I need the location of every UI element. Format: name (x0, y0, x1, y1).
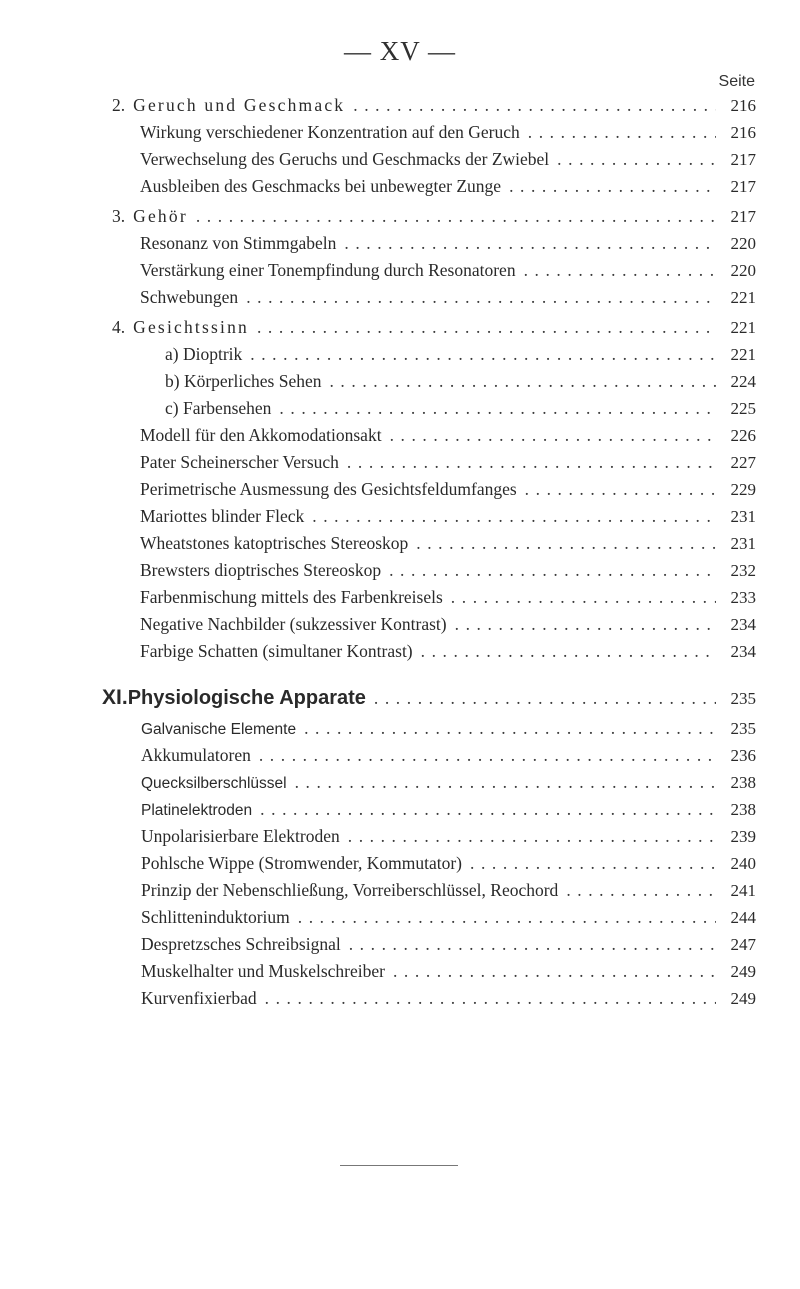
toc-entry[interactable] (140, 506, 756, 532)
toc-entry[interactable] (141, 934, 756, 960)
dot-leader (389, 560, 716, 581)
toc-entry[interactable] (140, 641, 756, 667)
toc-entry[interactable] (141, 745, 756, 771)
entry-label: b) Körperliches Sehen (165, 371, 322, 391)
dot-leader (353, 95, 716, 116)
dot-leader (470, 853, 716, 874)
dot-leader (312, 506, 716, 527)
page-number: 229 (730, 480, 756, 499)
dot-leader (390, 425, 716, 446)
page-number: 236 (730, 746, 756, 765)
page-number: 216 (730, 123, 756, 142)
toc-entry[interactable] (140, 533, 756, 559)
page-number: 221 (730, 345, 756, 364)
entry-label: Schlitteninduktorium (141, 907, 290, 927)
toc-entry[interactable] (140, 149, 756, 175)
dot-leader (257, 317, 716, 338)
page-number: 231 (730, 507, 756, 526)
page-number: 241 (730, 881, 756, 900)
seite-column-label: Seite (718, 73, 755, 90)
dot-leader (455, 614, 716, 635)
dot-leader (348, 826, 716, 847)
page-number: 238 (730, 800, 756, 819)
entry-label: Quecksilberschlüssel (141, 775, 287, 792)
entry-label: Brewsters dioptrisches Stereoskop (140, 560, 382, 580)
dot-leader (279, 398, 716, 419)
dot-leader (525, 479, 716, 500)
entry-label: Wheatstones katoptrisches Stereoskop (140, 533, 409, 553)
page-number: 247 (730, 935, 756, 954)
dot-leader (295, 772, 716, 793)
page-number: 225 (730, 399, 756, 418)
dot-leader (528, 122, 716, 143)
toc-entry[interactable] (140, 425, 756, 451)
entry-label: Muskelhalter und Muskelschreiber (141, 961, 385, 981)
dot-leader (246, 287, 716, 308)
dot-leader (524, 260, 716, 281)
toc-entry[interactable] (141, 961, 756, 987)
entry-label: c) Farbensehen (165, 398, 272, 418)
toc-section-apparate[interactable] (102, 686, 756, 716)
page-number: 249 (730, 962, 756, 981)
toc-entry[interactable] (140, 587, 756, 613)
entry-label: Prinzip der Nebenschließung, Vorreiberschlüssel, Reochord (141, 880, 559, 900)
dot-leader (196, 206, 716, 227)
entry-label: Despretzsches Schreibsignal (141, 934, 341, 954)
entry-label: Pater Scheinerscher Versuch (140, 452, 339, 472)
entry-label: Verstärkung einer Tonempfindung durch Resonatoren (140, 260, 516, 280)
entry-label: Perimetrische Ausmessung des Gesichtsfeldumfanges (140, 479, 517, 499)
heading-title: Gehör (133, 206, 188, 226)
toc-subentry[interactable] (165, 371, 756, 397)
entry-label: Resonanz von Stimmgabeln (140, 233, 337, 253)
toc-entry[interactable] (140, 479, 756, 505)
entry-label: Platinelektroden (141, 802, 253, 819)
page-number: 217 (730, 177, 756, 196)
entry-label: Unpolarisierbare Elektroden (141, 826, 340, 846)
entry-label: Ausbleiben des Geschmacks bei unbewegter Zunge (140, 176, 502, 196)
entry-label: Farbenmischung mittels des Farbenkreisels (140, 587, 443, 607)
toc-heading-gehoer[interactable] (112, 206, 756, 232)
page-number: 238 (730, 773, 756, 792)
toc-entry[interactable] (141, 799, 756, 825)
toc-entry[interactable] (141, 880, 756, 906)
page-number: 235 (730, 719, 756, 738)
dot-leader (347, 452, 716, 473)
entry-label: Kurvenfixierbad (141, 988, 257, 1008)
dot-leader (259, 745, 716, 766)
dot-leader (416, 533, 716, 554)
toc-heading-gesichtssinn[interactable] (112, 317, 756, 343)
page-number: 239 (730, 827, 756, 846)
toc-entry[interactable] (141, 772, 756, 798)
entry-label: Mariottes blinder Fleck (140, 506, 305, 526)
heading-number: 2. (112, 95, 126, 115)
toc-entry[interactable] (140, 260, 756, 286)
section-title: Physiologische Apparate (127, 687, 366, 709)
dot-leader (509, 176, 716, 197)
page-number: 232 (730, 561, 756, 580)
dot-leader (260, 799, 716, 820)
dot-leader (374, 688, 716, 709)
page-number: 221 (730, 318, 756, 337)
page-number: 220 (730, 234, 756, 253)
entry-label: Pohlsche Wippe (Stromwender, Kommutator) (141, 853, 462, 873)
entry-label: Akkumulatoren (141, 745, 251, 765)
toc-entry[interactable] (141, 718, 756, 744)
page-number: 240 (730, 854, 756, 873)
entry-label: Wirkung verschiedener Konzentration auf den Geruch (140, 122, 520, 142)
toc-entry[interactable] (141, 988, 756, 1014)
dot-leader (344, 233, 716, 254)
page-number-header: — XV — (343, 36, 456, 66)
toc-subentry[interactable] (165, 398, 756, 424)
page-number: 244 (730, 908, 756, 927)
page-number: 235 (730, 689, 756, 708)
entry-label: Schwebungen (140, 287, 239, 307)
toc-entry[interactable] (140, 287, 756, 313)
toc-entry[interactable] (140, 452, 756, 478)
page-number: 221 (730, 288, 756, 307)
toc-subentry[interactable] (165, 344, 756, 370)
dot-leader (566, 880, 716, 901)
entry-label: Negative Nachbilder (sukzessiver Kontrast) (140, 614, 447, 634)
page-number: 234 (730, 642, 756, 661)
page-number: 224 (730, 372, 756, 391)
page-number: 216 (730, 96, 756, 115)
toc-entry[interactable] (140, 176, 756, 202)
page-number: 249 (730, 989, 756, 1008)
dot-leader (265, 988, 716, 1009)
heading-title: Gesichtssinn (133, 317, 249, 337)
page-number: 220 (730, 261, 756, 280)
toc-entry[interactable] (140, 233, 756, 259)
toc-entry[interactable] (141, 853, 756, 879)
dot-leader (451, 587, 716, 608)
toc-entry[interactable] (141, 826, 756, 852)
page-number: 226 (730, 426, 756, 445)
dot-leader (393, 961, 716, 982)
footer-rule (340, 1165, 458, 1166)
toc-entry[interactable] (140, 614, 756, 640)
page-number: 234 (730, 615, 756, 634)
entry-label: Verwechselung des Geruchs und Geschmacks der Zwiebel (140, 149, 550, 169)
dot-leader (304, 718, 716, 739)
dot-leader (557, 149, 716, 170)
page-number: 233 (730, 588, 756, 607)
dot-leader (250, 344, 716, 365)
dot-leader (349, 934, 716, 955)
page-number: 227 (730, 453, 756, 472)
dot-leader (298, 907, 716, 928)
toc-entry[interactable] (140, 560, 756, 586)
dot-leader (329, 371, 716, 392)
toc-heading-geruch[interactable] (112, 95, 756, 121)
page-number: 217 (730, 150, 756, 169)
entry-label: Farbige Schatten (simultaner Kontrast) (140, 641, 413, 661)
dot-leader (421, 641, 716, 662)
heading-number: 4. (112, 317, 126, 337)
entry-label: Modell für den Akkomodationsakt (140, 425, 382, 445)
heading-title: Geruch und Geschmack (133, 95, 346, 115)
page-number: 217 (730, 207, 756, 226)
toc-entry[interactable] (140, 122, 756, 148)
entry-label: Galvanische Elemente (141, 721, 297, 738)
page-number: 231 (730, 534, 756, 553)
entry-label: a) Dioptrik (165, 344, 243, 364)
heading-number: 3. (112, 206, 126, 226)
section-number: XI. (102, 686, 128, 709)
toc-entry[interactable] (141, 907, 756, 933)
